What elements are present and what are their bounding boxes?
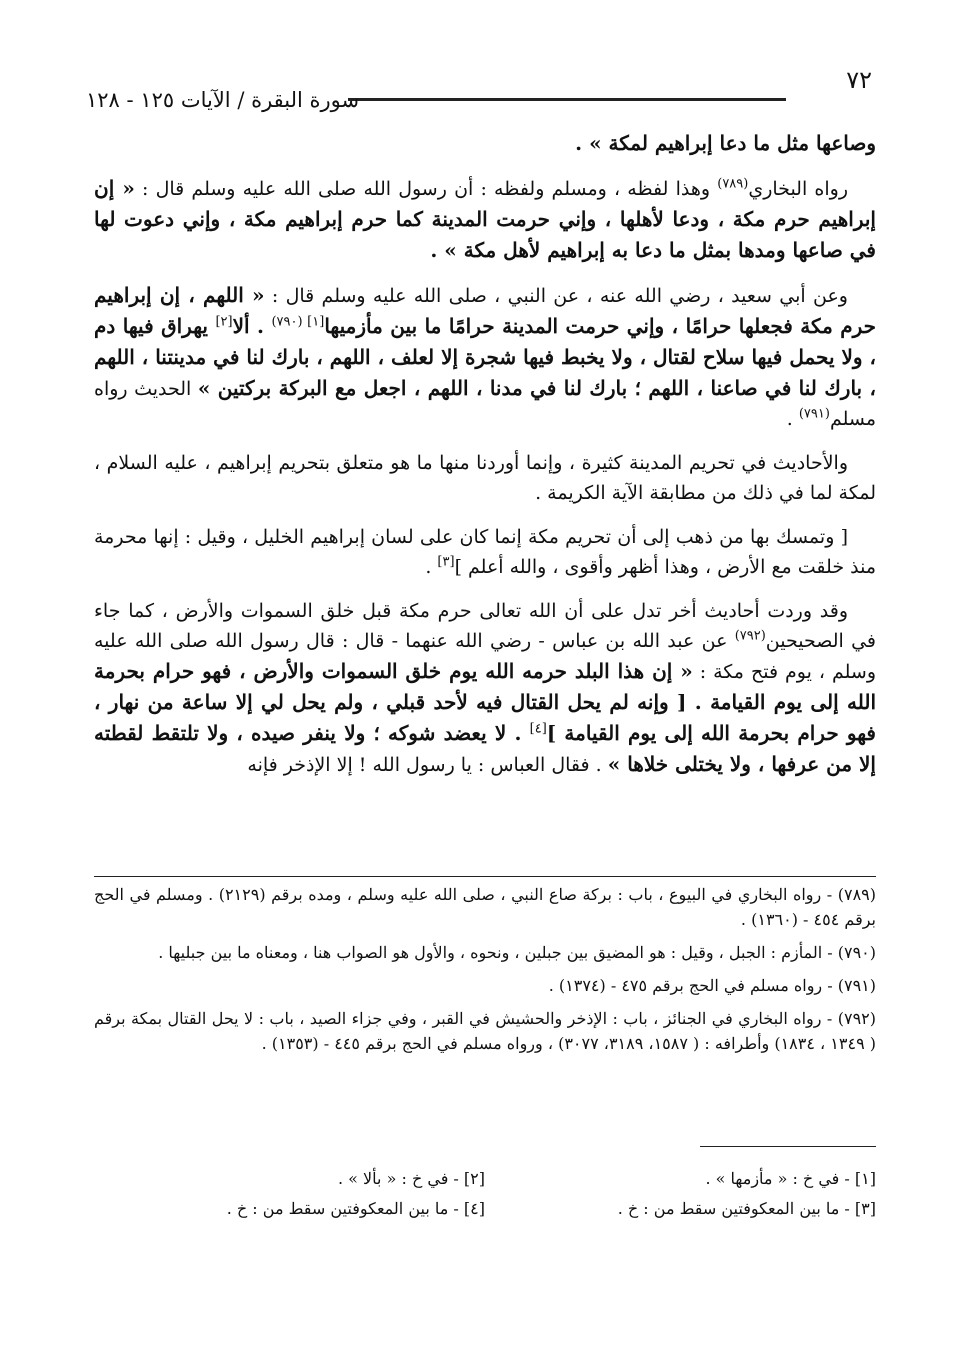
narration-text: . فقال العباس : يا رسول الله ! إلا الإذخر فإنه [247, 754, 608, 776]
commentary-text: [ وتمسك بها من ذهب إلى أن تحريم مكة إنما كان على لسان إبراهيم الخليل ، وقيل : إنها محرمة منذ خلقت مع الأرض ، وهذا أظهر وأقوى ، والله أعلم ] [94, 526, 876, 578]
narration-text: وهذا لفظه ، ومسلم ولفظه : أن رسول الله صلى الله عليه وسلم قال : [134, 178, 718, 200]
hadith-text: . لا يعضد شوكه ؛ ولا ينفر صيده ، ولا تلتقط لقطته إلا من عرفها ، ولا يختلى خلاها » [94, 721, 876, 776]
commentary-text: والأحاديث في تحريم المدينة كثيرة ، وإنما أوردنا منها ما هو متعلق بتحريم إبراهيم ، عليه السلام ، لمكة لما في ذلك من مطابقة الآية الكريمة . [94, 452, 876, 504]
main-text [94, 128, 876, 794]
hadith-text: « اللهم ، إن إبراهيم حرم مكة فجعلها حرامًا ، وإني حرمت المدينة حرامًا ما بين مأزميها [94, 283, 877, 338]
variant-note-2: [٢] - في خ : « بألا » . [338, 1169, 485, 1188]
paragraph-3 [94, 280, 876, 434]
footnote-ref[interactable]: (٧٩٢) [734, 628, 766, 644]
narration-text: وعن أبي سعيد ، رضي الله عنه ، عن النبي ، صلى الله عليه وسلم قال : [264, 285, 848, 307]
footnote-792: (٧٩٢) - رواه البخاري في الجنائز ، باب : الإذخر والحشيش في القبر ، وفي جزاء الصيد ، باب : لا يحل القتال بمكة برقم ( ١٣٤٩ ، ١٨٣٤) وأطرافه : ( ١٥٨٧، ٣١٨٩، ٣٠٧٧) ، ورواه مسلم في الحج برقم ٤٤٥ - (١٣٥٣) . [94, 1009, 876, 1053]
footnote-rule [94, 876, 876, 877]
paragraph-6 [94, 596, 876, 780]
paragraph-5 [94, 522, 876, 582]
variant-note-3: [٣] - ما بين المعكوفتين سقط من : خ . [617, 1199, 876, 1218]
hadith-text: . ألا [232, 314, 272, 338]
hadith-text: يهراق فيها دم ، ولا يحمل فيها سلاح لقتال ، ولا يخبط فيها شجرة إلا لعلف ، اللهم ، بارك لنا في مدينتنا ، اللهم ، بارك لنا في صاعنا ، اللهم ؛ بارك لنا في مدنا ، اللهم ، اجعل مع البركة بركتين » [94, 314, 876, 400]
header-rule [348, 98, 786, 101]
footnote-791: (٧٩١) - رواه مسلم في الحج برقم ٤٧٥ - (١٣٧٤) . [548, 976, 876, 995]
narration-text: الحديث رواه مسلم [94, 378, 876, 430]
paragraph-4 [94, 448, 876, 508]
footnote-ref[interactable]: [١] (٧٩٠) [271, 314, 325, 330]
footnote-ref[interactable]: [٤] [529, 721, 547, 737]
variants-rule [700, 1146, 876, 1147]
footnote-790: (٧٩٠) - المأزم : الجبل ، وقيل : هو المضيق بين جبلين ، ونحوه ، والأول هو الصواب هنا ، ومعناه ما بين جبليها . [158, 943, 876, 962]
manuscript-variants [94, 1164, 876, 1224]
narration-text: عن عبد الله بن عباس - رضي الله عنهما - قال : قال رسول الله صلى الله عليه وسلم ، يوم فتح مكة : [94, 630, 876, 683]
surah-title: سورة البقرة / الآيات ١٢٥ - ١٢٨ [86, 88, 360, 112]
footnote-ref[interactable]: (٧٨٩) [717, 176, 749, 192]
variant-note-4: [٤] - ما بين المعكوفتين سقط من : خ . [226, 1199, 485, 1218]
variant-note-1: [١] - في خ : « مأزمها » . [705, 1169, 876, 1188]
footnote-ref[interactable]: [٢] [215, 314, 233, 330]
narration-text: رواه البخاري [748, 178, 848, 200]
footnote-ref[interactable]: (٧٩١) [798, 406, 830, 422]
commentary-text: . [425, 556, 438, 578]
footnote-ref[interactable]: [٣] [437, 554, 455, 570]
page-number: ٧٢ [846, 66, 872, 94]
hadith-text: « إن إبراهيم حرم مكة ، ودعا لأهلها ، وإني حرمت المدينة كما حرم إبراهيم مكة ، وإني دعوت لها في صاعها ومدها بمثل ما دعا به إبراهيم لأهل مكة » . [94, 176, 876, 262]
hadith-text: « إن هذا البلد حرمه الله يوم خلق السموات والأرض ، فهو حرام بحرمة الله إلى يوم القيامة . [ وإنه لم يحل القتال فيه لأحد قبلي ، ولم يحل لي إلا ساعة من نهار ، فهو حرام بحرمة الله إلى يوم القيامة ] [94, 659, 876, 745]
narration-text: وقد وردت أحاديث أخر تدل على أن الله تعالى حرم مكة قبل خلق السموات والأرض ، كما جاء في الصحيحين [94, 600, 876, 652]
paragraph-1 [94, 128, 876, 159]
footnote-789: (٧٨٩) - رواه البخاري في البيوع ، باب : بركة صاع النبي ، صلى الله عليه وسلم ، ومده برقم (٢١٢٩) . ومسلم في الحج برقم ٤٥٤ - (١٣٦٠) . [94, 885, 876, 929]
hadith-text: وصاعها مثل ما دعا إبراهيم لمكة » . [575, 131, 876, 155]
page-header [86, 66, 872, 112]
narration-text: . [786, 408, 799, 430]
footnotes [94, 882, 876, 1064]
paragraph-2 [94, 173, 876, 266]
